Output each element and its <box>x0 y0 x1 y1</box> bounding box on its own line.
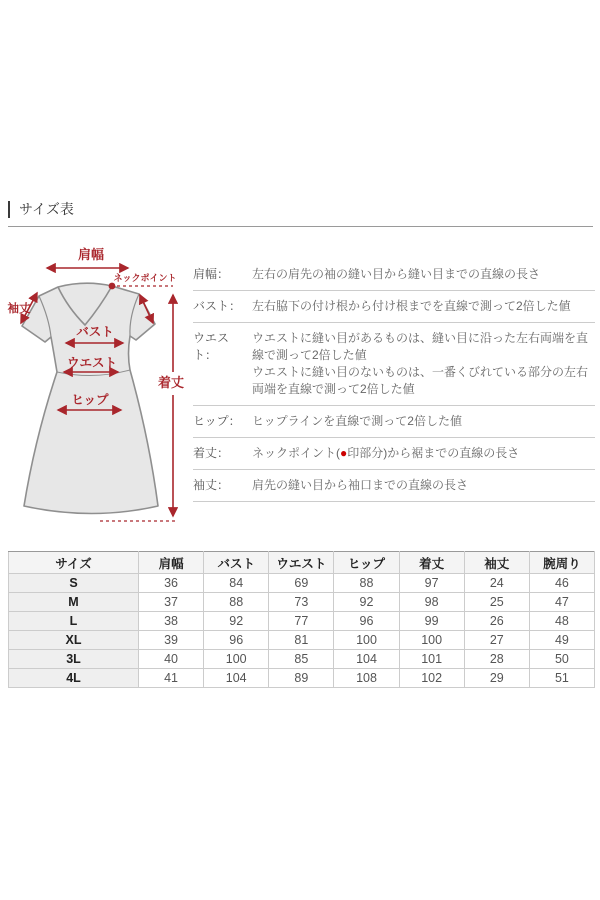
value-cell: 41 <box>139 669 204 688</box>
size-chart-table <box>8 551 595 688</box>
dress-measurement-diagram <box>0 240 200 540</box>
value-cell: 100 <box>399 631 464 650</box>
value-cell: 102 <box>399 669 464 688</box>
page-title: サイズ表 <box>8 201 74 218</box>
table-row-xl <box>9 631 595 650</box>
value-cell: 108 <box>334 669 399 688</box>
definition-desc-line: ヒップラインを直線で測って2倍した値 <box>252 414 462 428</box>
size-cell: 3L <box>9 650 139 669</box>
value-cell: 84 <box>204 574 269 593</box>
value-cell: 28 <box>464 650 529 669</box>
shoulder-width-label: 肩幅 <box>77 247 105 262</box>
definition-term: 着丈： <box>193 446 230 460</box>
definition-row-bust <box>193 291 595 323</box>
table-row-s <box>9 574 595 593</box>
value-cell: 39 <box>139 631 204 650</box>
definition-desc-line: ウエストに縫い目があるものは、縫い目に沿った左右両端を直線で測って2倍した値 <box>252 331 589 362</box>
value-cell: 101 <box>399 650 464 669</box>
definition-desc <box>252 413 595 430</box>
value-cell: 85 <box>269 650 334 669</box>
size-cell: M <box>9 593 139 612</box>
bust-label: バスト <box>76 325 114 339</box>
value-cell: 81 <box>269 631 334 650</box>
definition-desc <box>252 266 595 283</box>
value-cell: 24 <box>464 574 529 593</box>
title-divider <box>8 226 593 227</box>
definition-term: 袖丈： <box>193 478 230 492</box>
definition-desc-line: 肩先の縫い目から袖口までの直線の長さ <box>252 478 469 492</box>
value-cell: 29 <box>464 669 529 688</box>
value-cell: 97 <box>399 574 464 593</box>
size-cell: S <box>9 574 139 593</box>
garment-length-label: 着丈 <box>157 375 185 390</box>
value-cell: 51 <box>529 669 594 688</box>
value-cell: 73 <box>269 593 334 612</box>
definition-term: バスト： <box>193 299 242 313</box>
size-cell: L <box>9 612 139 631</box>
col-header-hip: ヒップ <box>334 552 399 574</box>
definition-desc <box>252 445 595 462</box>
value-cell: 100 <box>204 650 269 669</box>
table-header-row <box>9 552 595 574</box>
value-cell: 96 <box>334 612 399 631</box>
value-cell: 88 <box>334 574 399 593</box>
value-cell: 98 <box>399 593 464 612</box>
neck-point-dot <box>109 283 116 290</box>
value-cell: 104 <box>334 650 399 669</box>
value-cell: 96 <box>204 631 269 650</box>
value-cell: 46 <box>529 574 594 593</box>
definition-term: 肩幅： <box>193 267 230 281</box>
value-cell: 49 <box>529 631 594 650</box>
hip-label: ヒップ <box>71 393 109 407</box>
size-cell: 4L <box>9 669 139 688</box>
definition-term: ヒップ： <box>193 414 241 428</box>
definition-row-shoulder <box>193 259 595 291</box>
col-header-arm: 腕周り <box>529 552 594 574</box>
waist-label: ウエスト <box>66 356 118 370</box>
col-header-waist: ウエスト <box>269 552 334 574</box>
red-dot-mark: ● <box>340 446 348 460</box>
col-header-shoulder: 肩幅 <box>139 552 204 574</box>
table-row-m <box>9 593 595 612</box>
size-cell: XL <box>9 631 139 650</box>
value-cell: 27 <box>464 631 529 650</box>
value-cell: 99 <box>399 612 464 631</box>
value-cell: 48 <box>529 612 594 631</box>
definition-desc-line: 左右脇下の付け根から付け根までを直線で測って2倍した値 <box>252 299 571 313</box>
table-row-l <box>9 612 595 631</box>
neck-point-label: ネックポイント <box>113 273 177 283</box>
definition-row-waist <box>193 323 595 406</box>
value-cell: 38 <box>139 612 204 631</box>
value-cell: 47 <box>529 593 594 612</box>
table-row-4l <box>9 669 595 688</box>
value-cell: 89 <box>269 669 334 688</box>
value-cell: 25 <box>464 593 529 612</box>
value-cell: 36 <box>139 574 204 593</box>
definition-desc <box>252 298 595 315</box>
col-header-size: サイズ <box>9 552 139 574</box>
measurement-definitions <box>193 259 595 502</box>
definition-row-hip <box>193 406 595 438</box>
value-cell: 92 <box>334 593 399 612</box>
definition-term: ウエスト： <box>193 331 230 362</box>
col-header-sleeve: 袖丈 <box>464 552 529 574</box>
value-cell: 104 <box>204 669 269 688</box>
sleeve-length-label: 袖丈 <box>7 303 31 315</box>
value-cell: 69 <box>269 574 334 593</box>
table-row-3l <box>9 650 595 669</box>
value-cell: 77 <box>269 612 334 631</box>
value-cell: 37 <box>139 593 204 612</box>
definition-desc-suffix: 印部分)から裾までの直線の長さ <box>347 446 520 460</box>
definition-desc <box>252 330 595 398</box>
value-cell: 40 <box>139 650 204 669</box>
definition-row-length <box>193 438 595 470</box>
definition-row-sleeve <box>193 470 595 502</box>
value-cell: 92 <box>204 612 269 631</box>
value-cell: 88 <box>204 593 269 612</box>
value-cell: 50 <box>529 650 594 669</box>
definition-desc <box>252 477 595 494</box>
value-cell: 26 <box>464 612 529 631</box>
definition-desc-prefix: ネックポイント( <box>252 446 340 460</box>
definition-desc-line: ウエストに縫い目のないものは、一番くびれている部分の左右両端を直線で測って2倍した値 <box>252 365 589 396</box>
col-header-bust: バスト <box>204 552 269 574</box>
col-header-length: 着丈 <box>399 552 464 574</box>
value-cell: 100 <box>334 631 399 650</box>
definition-desc-line: 左右の肩先の袖の縫い目から縫い目までの直線の長さ <box>252 267 541 281</box>
